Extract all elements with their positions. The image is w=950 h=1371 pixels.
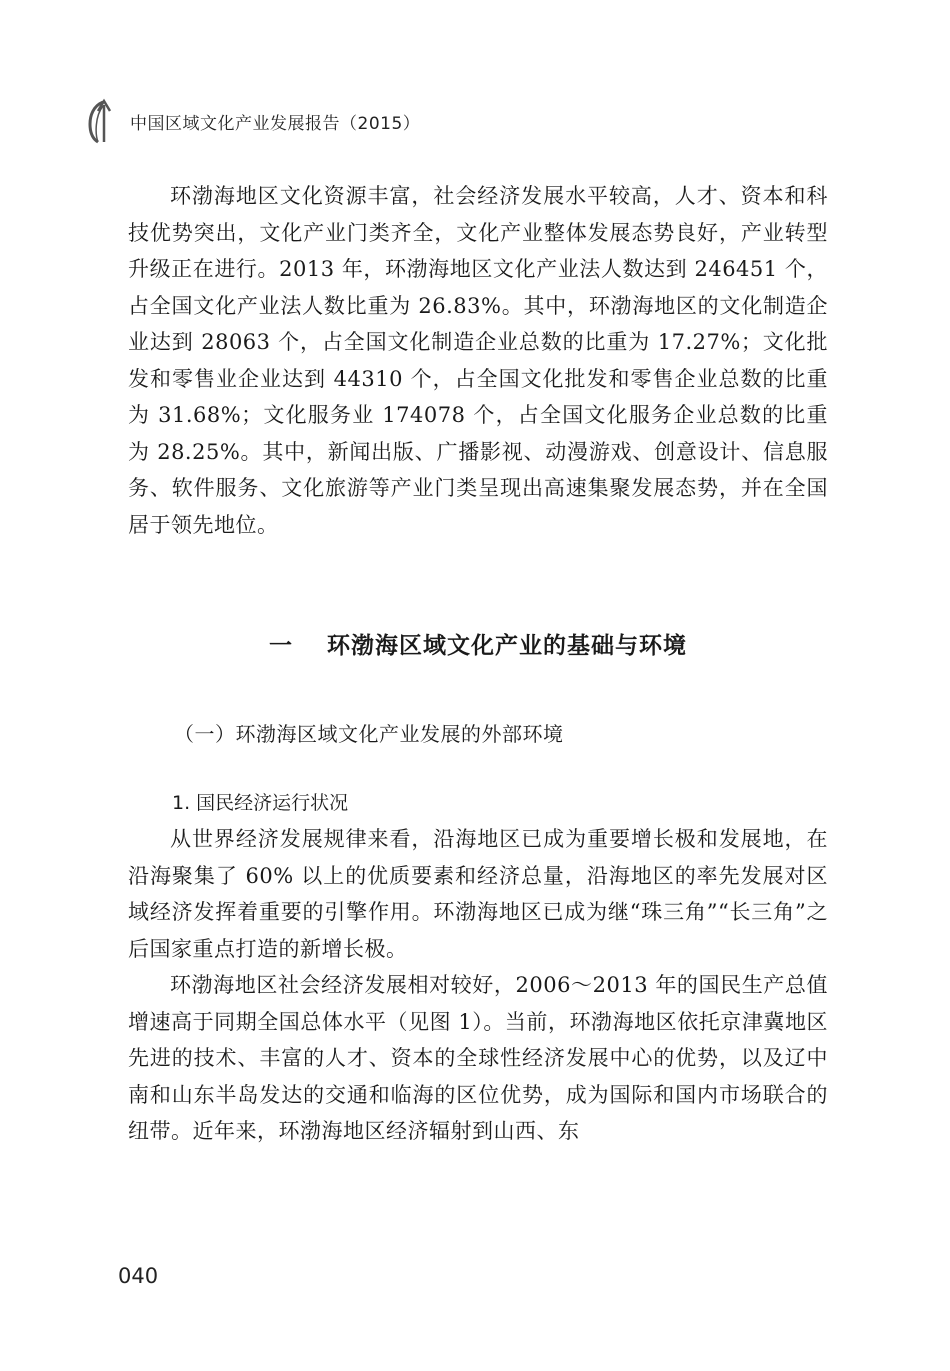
body-paragraph: 从世界经济发展规律来看，沿海地区已成为重要增长极和发展地，在沿海聚集了 60% 以上的优质要素和经济总量，沿海地区的率先发展对区域经济发挥着重要的引擎作用。环渤海地区已成为继“珠三角”“长三角”之后国家重点打造的新增长极。 bbox=[128, 827, 828, 961]
body-paragraph: 环渤海地区文化资源丰富，社会经济发展水平较高，人才、资本和科技优势突出，文化产业门类齐全，文化产业整体发展态势良好，产业转型升级正在进行。2013 年，环渤海地区文化产业法人数达到 246451 个，占全国文化产业法人数比重为 26.83%。其中，环渤海地区的文化制造企业达到 28063 个，占全国文化制造企业总数的比重为 17.27%；文化批发和零售业企业达到 44310 个，占全国文化批发和零售企业总数的比重为 31.68%；文化服务业 174078 个，占全国文化服务企业总数的比重为 28.25%。其中，新闻出版、广播影视、动漫游戏、创意设计、信息服务、软件服务、文化旅游等产业门类呈现出高速集聚发展态势，并在全国居于领先地位。 bbox=[128, 184, 828, 537]
running-header bbox=[86, 96, 420, 146]
book-arrow-logo-icon bbox=[86, 96, 116, 146]
page-content bbox=[128, 178, 828, 1150]
body-paragraph: 环渤海地区社会经济发展相对较好，2006～2013 年的国民生产总值增速高于同期全国总体水平（见图 1）。当前，环渤海地区依托京津冀地区先进的技术、丰富的人才、资本的全球性经济发展中心的优势，以及辽中南和山东半岛发达的交通和临海的区位优势，成为国际和国内市场联合的纽带。近年来，环渤海地区经济辐射到山西、东 bbox=[128, 973, 828, 1143]
section-number: 一 bbox=[269, 633, 293, 659]
subsection-heading: （一）环渤海区域文化产业发展的外部环境 bbox=[174, 722, 564, 746]
section-heading bbox=[128, 626, 828, 666]
page-number: 040 bbox=[118, 1264, 159, 1288]
header-title: 中国区域文化产业发展报告（2015） bbox=[130, 113, 421, 134]
section-title: 环渤海区域文化产业的基础与环境 bbox=[327, 633, 687, 659]
subsubsection-heading: 1. 国民经济运行状况 bbox=[172, 792, 349, 814]
